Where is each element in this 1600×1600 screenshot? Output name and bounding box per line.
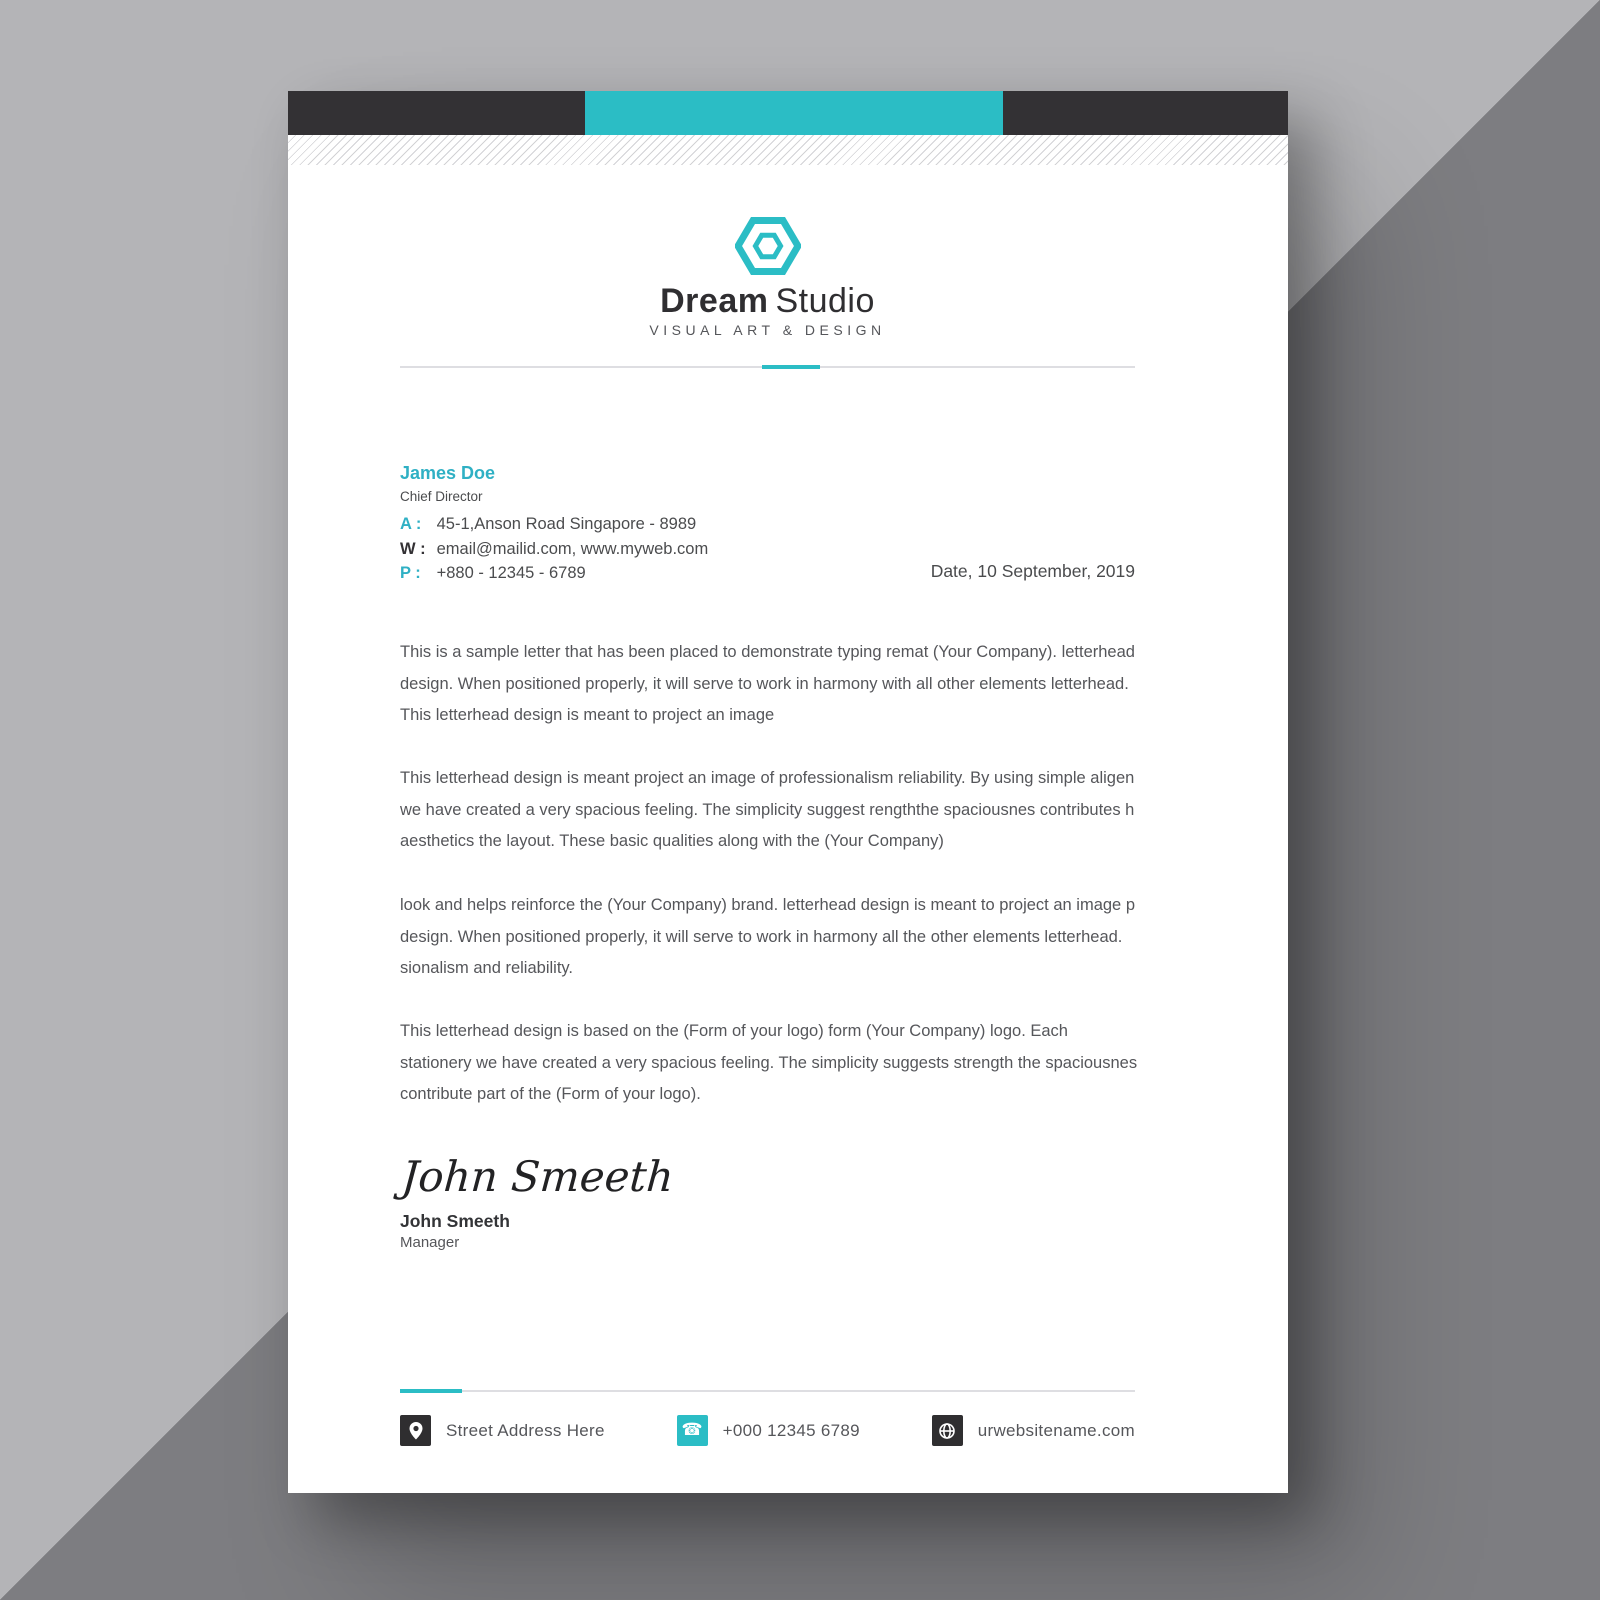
logo [400, 217, 1135, 338]
contact-row-web [400, 537, 708, 562]
letterhead-page [288, 91, 1288, 1493]
sender-role: Chief Director [400, 489, 483, 504]
contact-row-address [400, 512, 708, 537]
logo-divider [400, 366, 1135, 368]
sender-name: James Doe [400, 463, 496, 483]
footer-item-text: Street Address Here [446, 1420, 605, 1440]
signatory-role: Manager [400, 1234, 460, 1251]
footer-item-text: +000 12345 6789 [722, 1420, 860, 1440]
phone-icon: ☎ [677, 1415, 708, 1446]
contact-value: 45-1,Anson Road Singapore - 8989 [436, 515, 697, 533]
footer-item-address [400, 1415, 605, 1446]
footer-divider-accent [400, 1389, 462, 1393]
contact-label: A : [400, 515, 422, 533]
footer-item-phone [677, 1415, 860, 1446]
contact-value: +880 - 12345 - 6789 [436, 564, 586, 582]
contact-row-phone [400, 561, 708, 586]
logo-divider-accent [762, 365, 820, 369]
footer [400, 1415, 1135, 1446]
body-paragraph: look and helps reinforce the (Your Company) brand. letterhead design is meant to project an image p design. When positioned properly, it will serve to work in harmony all the other elements letterhead. sionalism and reliability. [400, 896, 1135, 978]
body-paragraph: This letterhead design is meant project an image of professionalism reliability. By using simple aligen we have created a very spacious feeling. The simplicity suggest rengththe spaciousnes contributes h aesthetics the layout. These basic qualities along with the (Your Company) [400, 769, 1135, 851]
sender-block [400, 463, 708, 586]
company-name-light: Studio [775, 282, 875, 320]
globe-icon [932, 1415, 963, 1446]
footer-divider [400, 1390, 1135, 1392]
hexagon-logo-icon [735, 217, 801, 275]
signatory-name: John Smeeth [400, 1211, 510, 1231]
contact-label: W : [400, 539, 426, 558]
header-hatch-pattern [288, 135, 1288, 165]
footer-item-text: urwebsitename.com [977, 1420, 1135, 1440]
signature-block [400, 1152, 676, 1251]
company-tagline: VISUAL ART & DESIGN [649, 322, 886, 338]
signature-script: John Smeeth [400, 1152, 676, 1201]
header-accent-bar [585, 91, 1003, 135]
company-name [400, 283, 1135, 319]
contact-label: P : [400, 564, 421, 582]
body-paragraph: This letterhead design is based on the (Form of your logo) form (Your Company) logo. Each stationery we have created a very spacious feeling. The simplicity suggests strength the spaciousnes contribute part of the (Form of your logo). [400, 1022, 1138, 1104]
body-paragraph: This is a sample letter that has been placed to demonstrate typing remat (Your Company). letterhead design. When positioned properly, it will serve to work in harmony with all other elements letterhead. This letterhead design is meant to project an image [400, 643, 1135, 725]
footer-item-website [932, 1415, 1135, 1446]
location-pin-icon [400, 1415, 431, 1446]
date-text: Date, 10 September, 2019 [930, 561, 1135, 581]
contact-value: email@mailid.com, www.myweb.com [436, 539, 709, 558]
company-name-bold: Dream [660, 282, 769, 320]
